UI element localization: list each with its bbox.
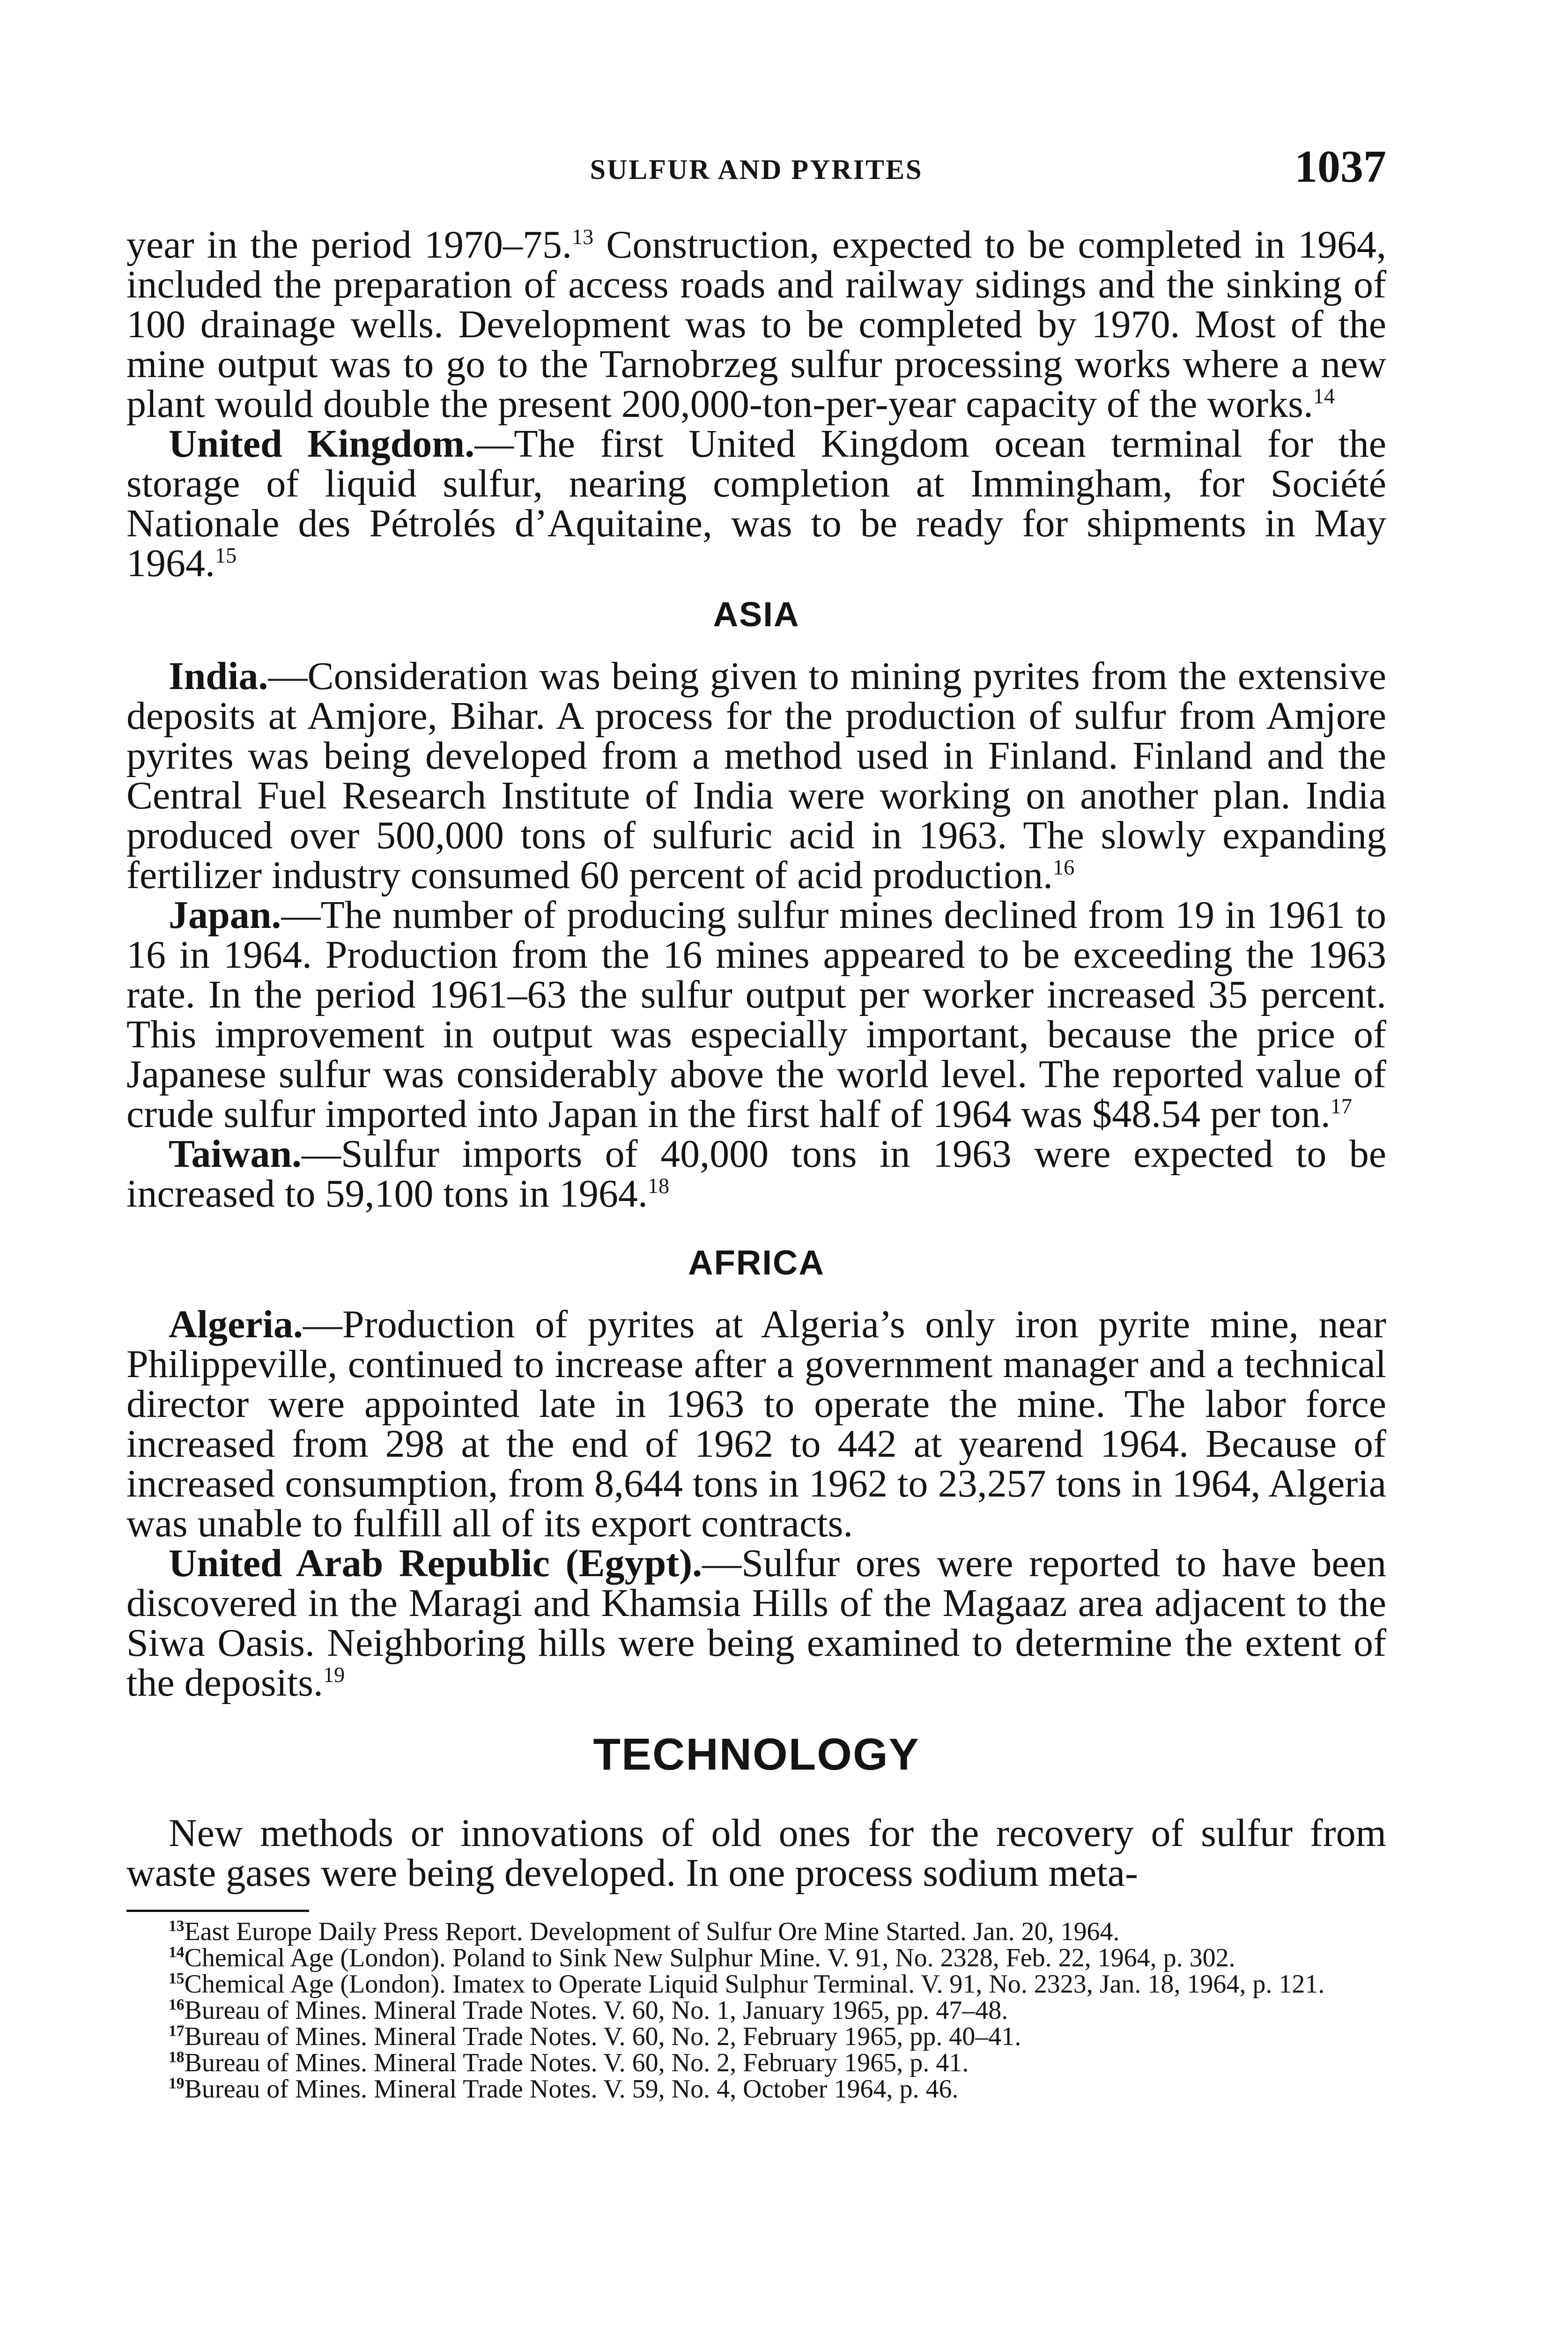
footnote bbox=[126, 1945, 1386, 1971]
footnote-number: 14 bbox=[169, 1943, 185, 1961]
footnote-ref: 15 bbox=[215, 543, 237, 567]
footnote bbox=[126, 2050, 1386, 2076]
footnote-text: Chemical Age (London). Imatex to Operate Liquid Sulphur Terminal. V. 91, No. 2323, Jan. 18, 1964, p. 121. bbox=[184, 1970, 1325, 1999]
footnote bbox=[126, 1971, 1386, 1997]
section-heading-asia: ASIA bbox=[713, 595, 800, 634]
run-in-heading: United Kingdom. bbox=[169, 422, 475, 466]
footnote-divider bbox=[126, 1910, 309, 1912]
paragraph-text: Construction, expected to be completed in 1964, included the preparation of access roads and railway sidings and the sinking of 100 drainage wells. Development was to be completed by 1970. Most of the mine output was to go to the Tarnobrzeg sulfur processing works where a new plant would double the present 200,000-ton-per-year capacity of the works. bbox=[126, 223, 1387, 426]
footnote-ref: 13 bbox=[571, 225, 594, 249]
footnote bbox=[126, 2076, 1386, 2102]
paragraph-japan bbox=[126, 895, 1386, 1134]
footnote-text: Bureau of Mines. Mineral Trade Notes. V. 60, No. 2, February 1965, p. 41. bbox=[184, 2048, 969, 2077]
footnote-text: East Europe Daily Press Report. Development of Sulfur Ore Mine Started. Jan. 20, 1964. bbox=[184, 1917, 1120, 1946]
page-header bbox=[126, 141, 1386, 201]
footnote-text: Chemical Age (London). Poland to Sink New Sulphur Mine. V. 91, No. 2328, Feb. 22, 1964, p. 302. bbox=[184, 1943, 1235, 1972]
footnotes bbox=[126, 1919, 1386, 2102]
footnote-text: Bureau of Mines. Mineral Trade Notes. V. 60, No. 2, February 1965, pp. 40–41. bbox=[184, 2022, 1021, 2051]
paragraph-poland-continued bbox=[126, 225, 1386, 424]
footnote-number: 15 bbox=[169, 1970, 185, 1987]
run-in-heading: Japan. bbox=[169, 893, 281, 937]
section-heading-technology: TECHNOLOGY bbox=[593, 1729, 920, 1779]
footnote bbox=[126, 1919, 1386, 1945]
paragraph-text: New methods or innovations of old ones for the recovery of sulfur from waste gases were being developed. In one process sodium meta- bbox=[126, 1811, 1386, 1895]
paragraph-text: —Sulfur imports of 40,000 tons in 1963 were expected to be increased to 59,100 tons in 1964. bbox=[126, 1132, 1386, 1215]
footnote bbox=[126, 1997, 1386, 2023]
paragraph-united-kingdom bbox=[126, 424, 1386, 583]
footnote-number: 16 bbox=[169, 1996, 185, 2014]
footnote-number: 18 bbox=[169, 2048, 185, 2066]
footnote-text: Bureau of Mines. Mineral Trade Notes. V. 60, No. 1, January 1965, pp. 47–48. bbox=[184, 1996, 1008, 2025]
paragraph-text: year in the period 1970–75. bbox=[126, 223, 572, 267]
paragraph-text: —Production of pyrites at Algeria’s only iron pyrite mine, near Philippeville, continued to increase after a government manager and a technical director were appointed late in 1963 to operate the mine. The labor force increased from 298 at the end of 1962 to 442 at yearend 1964. Because of increased consumption, from 8,644 tons in 1962 to 23,257 tons in 1964, Algeria was unable to fulfill all of its export contracts. bbox=[126, 1303, 1386, 1545]
running-head: SULFUR AND PYRITES bbox=[590, 154, 923, 185]
footnote-ref: 14 bbox=[1313, 384, 1335, 408]
footnote-ref: 18 bbox=[647, 1174, 670, 1198]
paragraph-united-arab-republic bbox=[126, 1543, 1386, 1703]
paragraph-text: —The first United Kingdom ocean terminal for the storage of liquid sulfur, nearing completion at Immingham, for Société Nationale des Pétrolés d’Aquitaine, was to be ready for shipments in May 1964. bbox=[126, 422, 1386, 585]
paragraph-text: —Sulfur ores were reported to have been discovered in the Maragi and Khamsia Hills of the Magaaz area adjacent to the Siwa Oasis. Neighboring hills were being examined to determine the extent of the deposits. bbox=[126, 1542, 1387, 1705]
footnote-number: 19 bbox=[169, 2075, 185, 2092]
body-column bbox=[126, 225, 1386, 2102]
footnote-text: Bureau of Mines. Mineral Trade Notes. V. 59, No. 4, October 1964, p. 46. bbox=[184, 2075, 959, 2104]
paragraph-text: —Consideration was being given to mining pyrites from the extensive deposits at Amjore, Bihar. A process for the production of sulfur from Amjore pyrites was being developed from a method used in Finland. Finland and the Central Fuel Research Institute of India were working on another plan. India produced over 500,000 tons of sulfuric acid in 1963. The slowly expanding fertilizer industry consumed 60 percent of acid production. bbox=[126, 654, 1386, 897]
paragraph-technology bbox=[126, 1813, 1386, 1893]
page-number: 1037 bbox=[1294, 141, 1386, 192]
footnote-number: 13 bbox=[169, 1917, 185, 1935]
paragraph-taiwan bbox=[126, 1134, 1386, 1214]
paragraph-algeria bbox=[126, 1304, 1386, 1543]
run-in-heading: United Arab Republic (Egypt). bbox=[169, 1542, 703, 1585]
footnote-ref: 16 bbox=[1053, 855, 1075, 879]
paragraph-india bbox=[126, 656, 1386, 895]
footnote-ref: 17 bbox=[1330, 1094, 1352, 1118]
paragraph-text: —The number of producing sulfur mines declined from 19 in 1961 to 16 in 1964. Production from the 16 mines appeared to be exceeding the 1963 rate. In the period 1961–63 the sulfur output per worker increased 35 percent. This improvement in output was especially important, because the price of Japanese sulfur was considerably above the world level. The reported value of crude sulfur imported into Japan in the first half of 1964 was $48.54 per ton. bbox=[126, 893, 1386, 1136]
footnote-number: 17 bbox=[169, 2022, 185, 2040]
footnote-ref: 19 bbox=[323, 1663, 345, 1687]
footnote bbox=[126, 2023, 1386, 2050]
run-in-heading: India. bbox=[169, 654, 268, 698]
section-heading-africa: AFRICA bbox=[688, 1243, 825, 1282]
run-in-heading: Taiwan. bbox=[169, 1132, 302, 1176]
run-in-heading: Algeria. bbox=[169, 1303, 303, 1346]
